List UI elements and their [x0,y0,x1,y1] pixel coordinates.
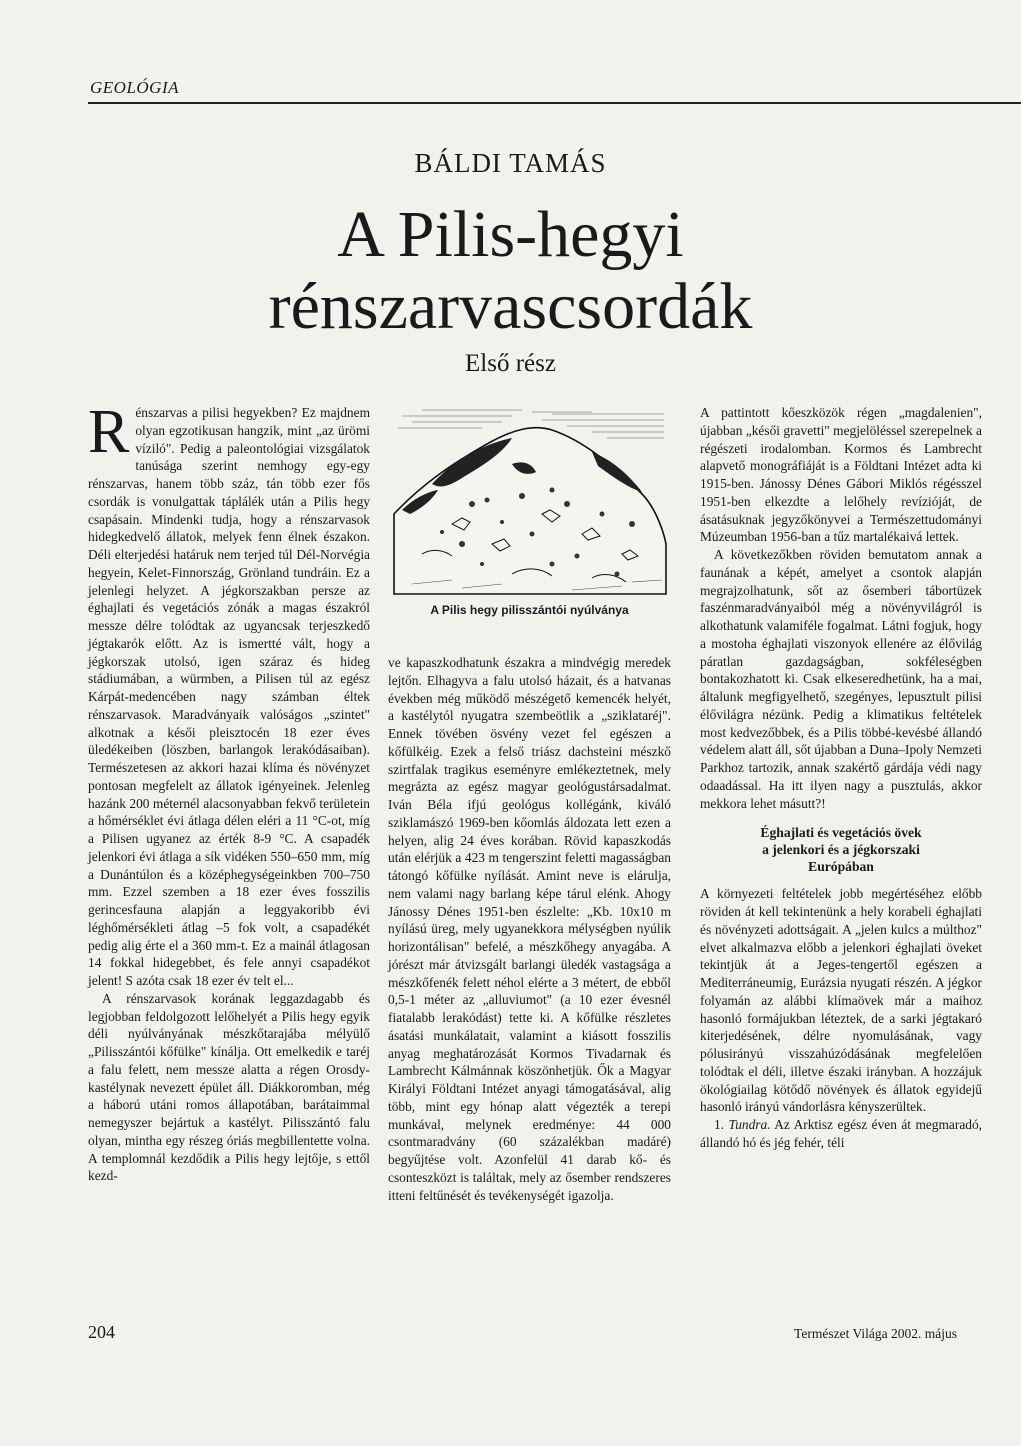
subheading-line: a jelenkori és a jégkorszaki [762,842,920,858]
paragraph: ve kapaszkodhatunk északra a mindvégig meredek lejtőn. Elhagyva a falu utolsó házait, és a hatvanas években még működő mészégető kemencék helyét, a kastélytól nyugatra szembeötlik a „sziklataréj". Ennek tövében ösvény vezet fel egészen a kőfülkéig. Ezek a felső triász dachsteini mészkő szirtfalak tragikus eseményre emlékeztetnek, mely megrázta az egész magyar geológustársadalmat. Iván Béla ifjú geológus kollégánk, kiváló sziklamászó 1969-ben kőomlás áldozata lett ezen a helyen, alig 24 éves korában. Rövid kapaszkodás után elérjük a 423 m tengerszint feletti magasságban tátongó kőfülke nyílását. Amint neve is elárulja, nem valami nagy barlang képe tárul elénk. Ahogy Jánossy Dénes 1951-ben észlelte: „Kb. 10x10 m nyílású üreg, mely ugyanekkora mélységben nyúlik horizontálisan" befelé, a mészkőhegy anyagába. A jórészt már átvizsgált barlangi üledék vastagsága a mészkőfenék felett néhol elérte a 3 métert, de ebből 0,5-1 méter az „alluviumot" (a 10 ezer évesnél fiatalabb lerakódást) tette ki. A kőfülke részletes ásatási munkálatait, valamint a kiásott fosszilis anyag meghatározását Kormos Tivadarnak és Lambrecht Kálmánnak köszönhetjük. Ők a Magyar Királyi Földtani Intézet anyagi támogatásával, alig több, mint egy hónap alatt végezték a terepi munkával, melynek eredménye: 44 000 csontmaradvány (60 százalékban madáré) begyűjtése volt. Azonfelül 41 darab kő- és csonteszközt is találtak, mely az ősember rendszeres itteni feltűnését és tevékenységét igazolja. [388,655,671,1203]
section-label: GEOLÓGIA [90,78,179,97]
list-term: Tundra. [728,1117,771,1132]
subheading-line: Éghajlati és vegetációs övek [760,825,922,841]
paragraph-text: énszarvas a pilisi hegyekben? Ez majdnem olyan egzotikusan hangzik, mint „az ürömi víziló". Pedig a paleontológiai vizsgálatok tanúsága szerint nemhogy egy-egy rénszarvas, hanem több száz, tán több ezer fős csordák is vonulgattak táplálék után a Pilis hegy csapásain. Mindenki tudja, hogy a rénszarvasok hidegkedvelő állatok, melyek fenn élnek északon. Déli elterjedési határuk nem terjed túl Dél-Norvégia hegyein, Kelet-Finnország, Grönland tundráin. Ez a jelenlegi helyzet. A jégkorszakban persze az éghajlati és vegetációs zónák a magas északról messze délre tolódtak az ugyancsak terjeszkedő jégtakarók előtt. Az is ismertté vált, hogy a jégkorszak utolsó, igen száraz és hideg stádiumában, a würmben, a Pilisen túl az egész Kárpát-medencében nagy számban éltek rénszarvasok. Maradványaik valóságos „szintet" alkotnak a késői pleisztocén 18 ezer éves üledékeiben (löszben, barlangok lerakódásaiban). Természetesen az akkori hazai klíma és növényzet pontosan megfelelt az állatok igényeinek. Jelenleg hazánk 200 méternél alacsonyabban fekvő területein a hőmérséklet évi átlaga délen eléri a 11 °C-ot, míg a Pilisen ugyanez az érték 8-9 °C. A csapadék jelenkori évi átlaga a sík vidéken 550–650 mm, míg a Dunántúlon és a középhegységeinkben 700–750 mm. Ezzel szemben a 18 ezer éves fosszilis gerincesfauna alapján a leggyakoribb évi léghőmérsékleti átlag –5 fok volt, a csapadékét pedig alig érte el a 360 mm-t. Ez a mainál átlagosan 14 fokkal hidegebbet, és fele annyi csapadékot jelent! S azóta csak 18 ezer év telt el... [88,405,370,988]
column-2 [388,654,671,1204]
paragraph: A pattintott kőeszközök régen „magdalenien", újabban „késői gravetti" megjelöléssel szerepelnek a régészeti irodalomban. Kormos és Lambrecht alapvető monográfiáját is a Földtani Intézet adta ki 1915-ben. Jánossy Dénes Gábori Miklós régésszel 1951-ben elkezdte a lelőhely revízióját, de ásatásuknak jegyzőkönyvei a Természettudományi Múzeumban 1956-ban a tűz martalékaivá lettek. [700,405,982,545]
figure-caption: A Pilis hegy pilisszántói nyúlványa [430,603,629,617]
paragraph [88,398,370,990]
article-subtitle: Első rész [465,350,556,377]
journal-footer: Természet Világa 2002. május [794,1326,957,1341]
column-3 [700,404,982,1152]
column-1 [88,398,370,1185]
section-subheading [700,824,982,875]
paragraph: A rénszarvasok korának leggazdagabb és legjobban feldolgozott lelőhelyét a Pilis hegy egyik déli nyúlványának mészkőtarajába mélyülő „Pilisszántói kőfülke" kínálja. Ott emelkedik e taréj a falu felett, nem messze alatta a régen Orosdy-kastélynak nevezett épület áll. Diákkoromban, még a háború utáni romos állapotában, barátaimmal nemegyszer bejártuk a kastélyt. Pilisszántó falu olyan, mintha egy részeg óriás megbillentette volna. A templomnál kezdődik a Pilis hegy lejtője, s ettől kezd- [88,990,370,1184]
drop-cap: R [88,398,130,466]
article-title-line2: rénszarvascsordák [268,270,753,343]
paragraph: A következőkben röviden bemutatom annak a faunának a képét, amelyet a csontok alapján megrajzolhatunk, sőt az ősemberi tábortüzek faszénmaradványaiból még a növényvilágról is alkothatunk valamiféle fogalmat. Látni fogjuk, hogy a mostoha éghajlati viszonyok ellenére az élővilág páratlan gazdagságban, sokféleségben bontakozhatott ki. Csak elkeseredhetünk, ha a mai, általunk megfigyelhető, szegényes, lepusztult pilisi élővilágra nézünk. Pedig a klimatikus feltételek most kedvezőbbek, és a Pilis többé-kevésbé állandó védelem alatt áll, sőt újabban a Duna–Ipoly Nemzeti Parkhoz tartozik, annak szakértő gárdája védi nagy odaadással. Ha itt ilyen nagy a pusztulás, akkor mekkora lehet másutt?! [700,547,982,811]
hillside-sketch [392,404,668,596]
article-title-line1: A Pilis-hegyi [337,198,684,271]
subheading-line: Európában [808,859,874,875]
paragraph [700,1116,982,1152]
header-rule [88,102,1021,104]
paragraph: A környezeti feltételek jobb megértéséhez előbb röviden át kell tekintenünk a hely korabeli éghajlati és növényzeti adottságait. A „jelen kulcs a múlthoz" elvet alkalmazva előbb a jelenkori éghajlati öveket tekintjük át a Jeges-tengertől egészen a Mediterráneumig, Eurázsia nyugati részén. A jégkor folyamán az alábbi klímaövek már a maihoz hasonló formájukban léteztek, de a sarki jégtakaró kiterjedésének, délre nyomulásának, vagy pólusirányú visszahúzódásának megfelelően tolódtak el déli, illetve északi irányban. A hozzájuk ökológiailag kötődő növények és állatok egyidejű hasonló irányú vándorlásra kényszerültek. [700,886,982,1115]
list-number: 1. [714,1117,725,1132]
paragraph-text: Az Arktisz egész éven át megmaradó, állandó hó és jég fehér, téli [700,1117,982,1150]
page-number: 204 [88,1322,115,1342]
hillside-illustration [392,404,668,596]
article-author: BÁLDI TAMÁS [414,148,607,178]
